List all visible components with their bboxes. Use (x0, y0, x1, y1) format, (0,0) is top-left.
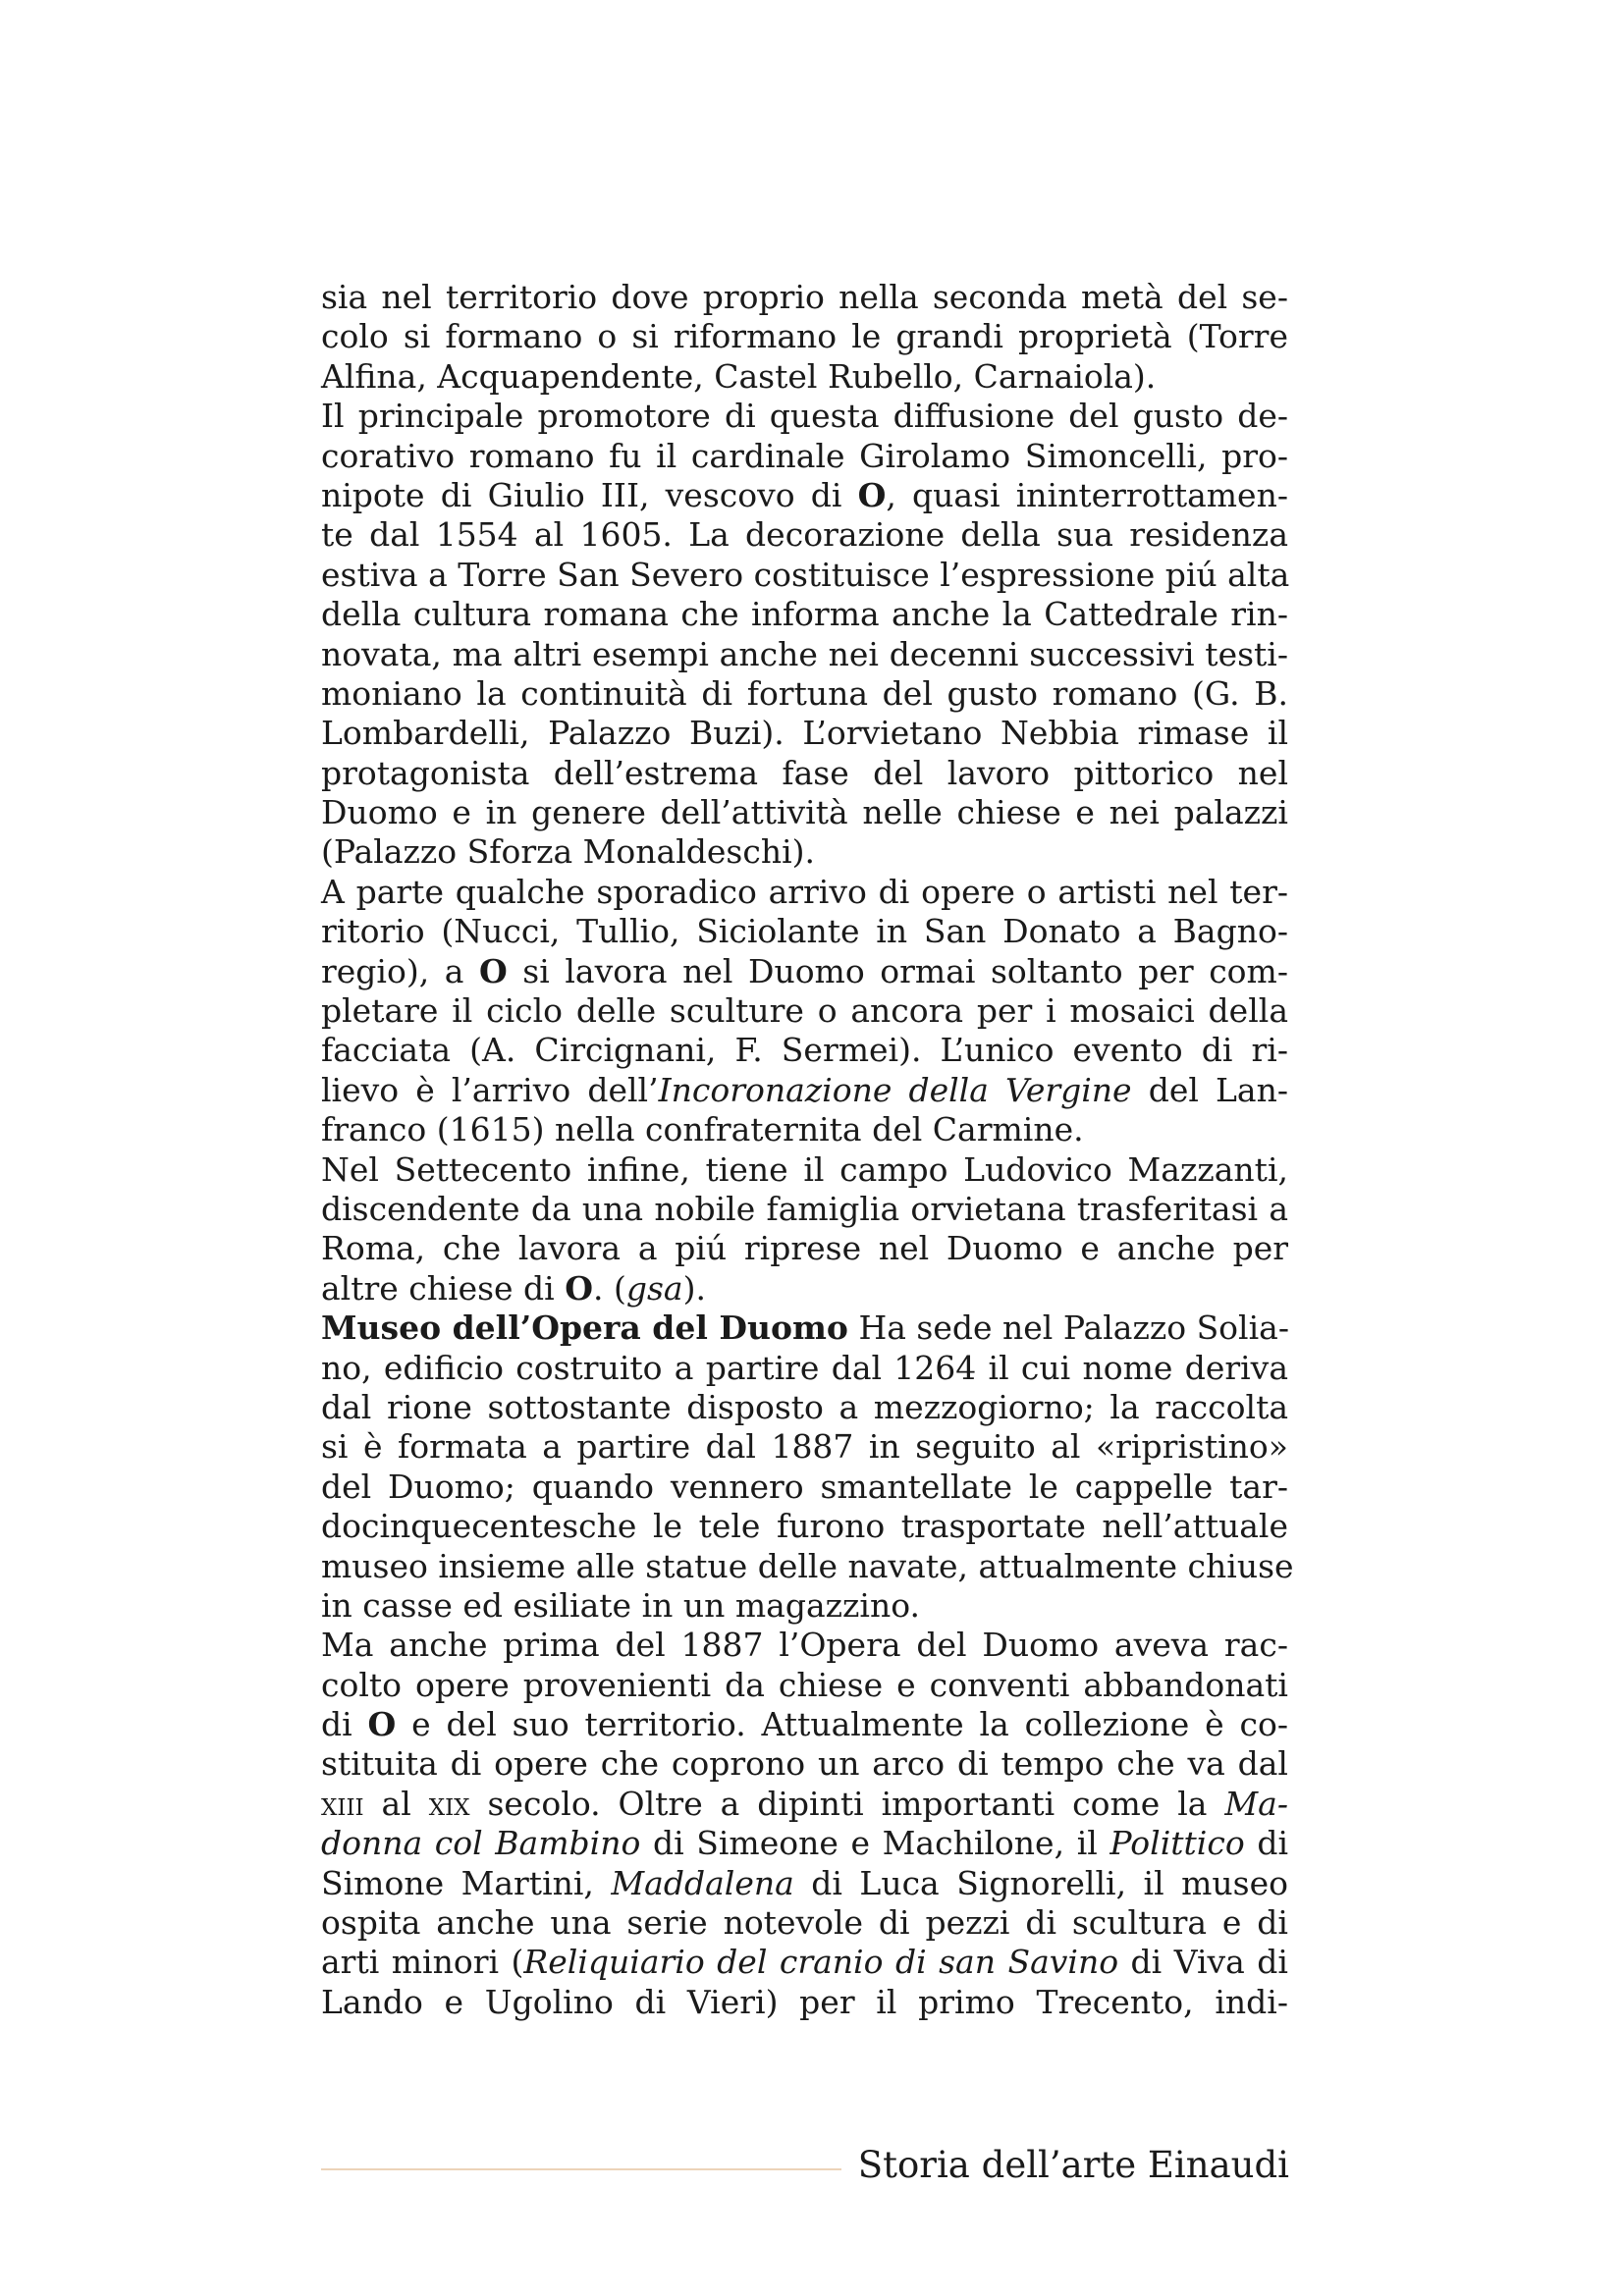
text-segment: si è formata a partire dal 1887 in seguito al «ripristino» (321, 1427, 1288, 1467)
text-segment: ). (682, 1268, 706, 1308)
text-line (321, 1308, 1288, 1348)
text-line (321, 1031, 1288, 1070)
text-line (321, 1427, 1288, 1467)
text-segment: pletare il ciclo delle sculture o ancora per i mosaici della (321, 991, 1288, 1031)
text-segment: novata, ma altri esempi anche nei decenni successivi testi- (321, 634, 1288, 673)
text-segment: docinquecentesche le tele furono trasportate nell’attuale (321, 1507, 1288, 1546)
text-segment: Il principale promotore di questa diffusione del gusto de- (321, 397, 1288, 436)
text-segment: Polittico (1109, 1824, 1245, 1863)
text-line (321, 1507, 1288, 1546)
text-line (321, 873, 1288, 912)
text-segment: moniano la continuità di fortuna del gusto romano (G. B. (321, 673, 1288, 713)
text-segment: facciata (A. Circignani, F. Sermei). L’unico evento di ri- (321, 1031, 1288, 1070)
text-line (321, 1983, 1288, 2022)
text-segment: museo insieme alle statue delle navate, attualmente chiuse (321, 1546, 1294, 1585)
text-segment: protagonista dell’estrema fase del lavoro pittorico nel (321, 753, 1288, 792)
text-segment: Alfina, Acquapendente, Castel Rubello, Carnaiola). (321, 356, 1157, 396)
text-line (321, 1190, 1288, 1229)
text-line (321, 1110, 1288, 1149)
text-segment: Ma- (1224, 1784, 1288, 1823)
text-segment: secolo. Oltre a dipinti importanti come la (469, 1784, 1225, 1823)
text-line (321, 278, 1288, 317)
text-line (321, 556, 1288, 595)
text-segment: franco (1615) nella confraternita del Carmine. (321, 1110, 1084, 1149)
text-segment: Reliquiario del cranio di san Savino (523, 1943, 1119, 1982)
text-segment: Museo dell’Opera del Duomo (321, 1308, 848, 1348)
text-segment: stituita di opere che coprono un arco di tempo che va dal (321, 1744, 1288, 1784)
text-line (321, 1388, 1288, 1427)
text-segment: del Duomo; quando vennero smantellate le cappelle tar- (321, 1467, 1288, 1506)
text-segment: di Luca Signorelli, il museo (793, 1863, 1288, 1902)
text-segment: del Lan- (1131, 1070, 1288, 1109)
text-line (321, 1150, 1288, 1190)
text-line (321, 1864, 1288, 1903)
text-segment: si lavora nel Duomo ormai soltanto per com- (507, 951, 1288, 990)
text-line (321, 1229, 1288, 1268)
text-segment: lievo è l’arrivo dell’ (321, 1070, 659, 1109)
text-line (321, 1785, 1288, 1824)
text-line (321, 1744, 1288, 1784)
text-segment: Roma, che lavora a piú riprese nel Duomo e anche per (321, 1229, 1288, 1268)
text-segment: Nel Settecento infine, tiene il campo Ludovico Mazzanti, (321, 1149, 1288, 1189)
text-line (321, 1349, 1288, 1388)
text-line (321, 595, 1288, 634)
text-line (321, 1468, 1288, 1507)
text-segment: Lando e Ugolino di Vieri) per il primo Trecento, indi- (321, 1982, 1288, 2021)
text-segment: gsa (625, 1268, 683, 1308)
text-segment: O (857, 475, 887, 514)
text-segment: O (565, 1268, 593, 1308)
body-text (321, 278, 1294, 2022)
text-line (321, 674, 1288, 714)
text-segment: ospita anche una serie notevole di pezzi di scultura e di (321, 1903, 1288, 1943)
text-line (321, 1666, 1288, 1705)
text-segment: e del suo territorio. Attualmente la collezione è co- (396, 1705, 1288, 1744)
text-line (321, 793, 1288, 832)
text-line (321, 476, 1288, 515)
text-line (321, 952, 1288, 991)
text-line (321, 1626, 1288, 1665)
text-line (321, 912, 1288, 951)
text-line (321, 397, 1288, 436)
text-line (321, 991, 1288, 1031)
text-segment: corativo romano fu il cardinale Girolamo Simoncelli, pro- (321, 436, 1288, 475)
text-segment: estiva a Torre San Severo costituisce l’espressione piú alta (321, 555, 1290, 594)
text-segment: (Palazzo Sforza Monaldeschi). (321, 832, 816, 872)
text-segment: Ha sede nel Palazzo Solia- (847, 1308, 1289, 1348)
text-segment: colto opere provenienti da chiese e conventi abbandonati (321, 1665, 1288, 1704)
text-segment: O (367, 1705, 397, 1744)
text-line (321, 832, 1288, 872)
text-line (321, 357, 1288, 397)
text-segment: sia nel territorio dove proprio nella seconda metà del se- (321, 278, 1288, 316)
text-line (321, 1705, 1288, 1744)
text-segment: di Viva di (1118, 1943, 1288, 1982)
text-segment: colo si formano o si riformano le grandi proprietà (Torre (321, 317, 1288, 356)
text-segment: altre chiese di (321, 1268, 566, 1308)
text-line (321, 635, 1288, 674)
text-line (321, 515, 1288, 555)
text-segment: xiii (321, 1784, 364, 1823)
text-segment: in casse ed esiliate in un magazzino. (321, 1585, 920, 1625)
text-segment: al (363, 1784, 429, 1823)
text-segment: dal rione sottostante disposto a mezzogiorno; la raccolta (321, 1387, 1288, 1426)
text-segment: arti minori ( (321, 1943, 524, 1982)
text-line (321, 1269, 1288, 1308)
text-segment: Lombardelli, Palazzo Buzi). L’orvietano Nebbia rimase il (321, 714, 1288, 753)
footer-rule (321, 2168, 841, 2170)
text-segment: Duomo e in genere dell’attività nelle chiese e nei palazzi (321, 793, 1288, 832)
text-segment: A parte qualche sporadico arrivo di opere o artisti nel ter- (321, 872, 1288, 911)
footer-title: Storia dell’arte Einaudi (857, 2144, 1289, 2186)
text-segment: regio), a (321, 951, 479, 990)
text-line (321, 1903, 1288, 1943)
text-segment: nipote di Giulio III, vescovo di (321, 475, 858, 514)
text-segment: ritorio (Nucci, Tullio, Siciolante in San Donato a Bagno- (321, 912, 1288, 951)
text-segment: xix (428, 1784, 470, 1823)
text-line (321, 1071, 1288, 1110)
text-segment: di (321, 1705, 368, 1744)
text-line (321, 437, 1288, 476)
text-line (321, 1586, 1288, 1626)
text-segment: Incoronazione della Vergine (658, 1070, 1132, 1109)
text-segment: donna col Bambino (321, 1824, 641, 1863)
text-segment: di Simeone e Machilone, il (640, 1824, 1110, 1863)
text-segment: Ma anche prima del 1887 l’Opera del Duomo aveva rac- (321, 1626, 1288, 1665)
text-line (321, 317, 1288, 356)
text-segment: . ( (592, 1268, 626, 1308)
text-segment: te dal 1554 al 1605. La decorazione della sua residenza (321, 515, 1288, 555)
text-line (321, 1943, 1288, 1982)
text-line (321, 1546, 1294, 1586)
text-segment: discendente da una nobile famiglia orvietana trasferitasi a (321, 1189, 1288, 1228)
text-line (321, 714, 1288, 753)
text-segment: Simone Martini, (321, 1863, 612, 1902)
text-segment: no, edificio costruito a partire dal 1264 il cui nome deriva (321, 1348, 1288, 1387)
text-line (321, 1824, 1288, 1863)
text-segment: di (1244, 1824, 1288, 1863)
text-segment: della cultura romana che informa anche la Cattedrale rin- (321, 595, 1288, 634)
text-line (321, 754, 1288, 793)
text-segment: O (479, 951, 508, 990)
text-segment: , quasi ininterrottamen- (886, 475, 1288, 514)
text-segment: Maddalena (611, 1863, 794, 1902)
